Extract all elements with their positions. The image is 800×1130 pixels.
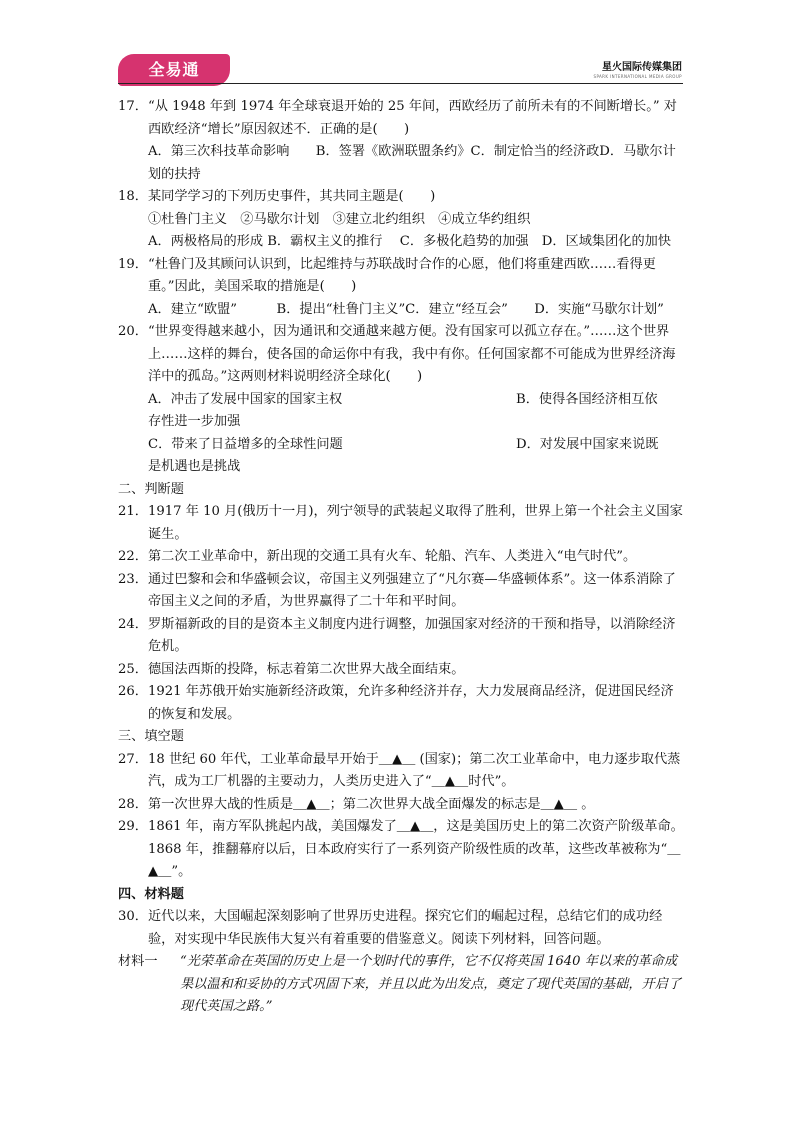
question-number: 28． — [118, 796, 148, 812]
question-number: 22． — [118, 549, 148, 564]
fill-item — [118, 749, 686, 794]
question-30 — [118, 906, 686, 951]
question-number: 30． — [118, 909, 148, 924]
question-text: 18 世纪 60 年代，工业革命最早开始于＿▲＿ (国家)；第二次工业革命中，电力逐步取代蒸汽，成为工厂机器的主要动力，人类历史进入了“＿▲＿时代”。 — [148, 751, 681, 789]
question-text: 德国法西斯的投降，标志着第二次世界大战全面结束。 — [148, 661, 465, 677]
option-a: A．冲击了发展中国家的国家主权 — [148, 391, 343, 407]
question-20 — [118, 321, 686, 479]
question-number: 25． — [118, 661, 148, 677]
judge-item — [118, 659, 686, 682]
question-stem: 近代以来，大国崛起深刻影响了世界历史进程。探究它们的崛起过程，总结它们的成功经验，对实现中华民族伟大复兴有着重要的借鉴意义。阅读下列材料，回答问题。 — [148, 909, 663, 947]
publisher-brand — [594, 62, 682, 80]
option-d-cont: 是机遇也是挑战 — [148, 459, 241, 474]
question-text: 1861 年，南方军队挑起内战，美国爆发了＿▲＿，这是美国历史上的第二次资产阶级革命。1868 年，推翻幕府以后，日本政府实行了一系列资产阶级性质的改革，这些改革被称为“＿▲＿”。 — [148, 819, 684, 879]
judge-item — [118, 546, 686, 569]
question-stem: “从 1948 年到 1974 年全球衰退开始的 25 年间，西欧经历了前所未有的不间断增长。” 对西欧经济“增长”原因叙述不．正确的是( ) — [148, 99, 677, 137]
header-rule — [118, 83, 683, 84]
question-items: ①杜鲁门主义 ②马歇尔计划 ③建立北约组织 ④成立华约组织 — [148, 211, 531, 227]
question-options: A．两极格局的形成 B．霸权主义的推行 C．多极化趋势的加强 D．区域集团化的加快 — [148, 234, 672, 249]
section-material-title — [118, 884, 686, 907]
fill-list — [118, 749, 686, 884]
question-18 — [118, 186, 686, 254]
option-b: B．使得各国经济相互依 — [516, 391, 658, 407]
question-options: A．第三次科技革命影响 B．签署《欧洲联盟条约》C．制定恰当的经济政D．马歇尔计划的扶持 — [148, 144, 676, 182]
judge-item — [118, 501, 686, 546]
question-number: 27． — [118, 751, 148, 767]
section-fill-title: 三、填空题 — [118, 729, 184, 744]
section-judge-title: 二、判断题 — [118, 481, 184, 497]
question-text: 第二次工业革命中，新出现的交通工具有火车、轮船、汽车、人类进入“电气时代”。 — [148, 549, 637, 564]
material-label: 材料一 — [118, 954, 158, 969]
option-row — [148, 434, 686, 457]
option-b-cont: 存性进一步加强 — [148, 414, 241, 429]
option-c: C．带来了日益增多的全球性问题 — [148, 436, 343, 452]
question-text: 1917 年 10 月(俄历十一月)，列宁领导的武装起义取得了胜利，世界上第一个社会主义国家诞生。 — [148, 504, 683, 542]
question-text: 罗斯福新政的目的是资本主义制度内进行调整，加强国家对经济的干预和指导，以消除经济危机。 — [148, 616, 676, 654]
question-19 — [118, 254, 686, 322]
question-number: 23． — [118, 571, 148, 587]
question-number: 29． — [118, 819, 148, 834]
option-row — [148, 389, 686, 412]
question-number: 20． — [118, 324, 148, 339]
publisher-name-en: SPARK INTERNATIONAL MEDIA GROUP — [593, 74, 682, 79]
judge-list — [118, 501, 686, 726]
question-text: 1921 年苏俄开始实施新经济政策，允许多种经济并存，大力发展商品经济，促进国民经济的恢复和发展。 — [148, 684, 674, 722]
question-text: 第一次世界大战的性质是＿▲＿；第二次世界大战全面爆发的标志是＿▲＿ 。 — [148, 796, 595, 812]
fill-item — [118, 794, 686, 817]
question-text: 通过巴黎和会和华盛顿会议，帝国主义列强建立了“凡尔赛—华盛顿体系”。这一体系消除了帝国主义之间的矛盾，为世界赢得了二十年和平时间。 — [148, 571, 676, 609]
material-text: “光荣革命在英国的历史上是一个划时代的事件，它不仅将英国 1640 年以来的革命成果以温和和妥协的方式巩固下来，并且以此为出发点，奠定了现代英国的基础，开启了现代英国之路。” — [180, 954, 682, 1014]
page-header — [0, 0, 800, 92]
question-number: 19． — [118, 256, 148, 272]
question-stem: 某同学学习的下列历史事件，其共同主题是( ) — [148, 189, 436, 204]
question-stem: “杜鲁门及其顾问认识到，比起维持与苏联战时合作的心愿，他们将重建西欧……看得更重。”因此，美国采取的措施是( ) — [148, 256, 656, 294]
publisher-name: 星火国际传媒集团 — [602, 62, 682, 73]
judge-item — [118, 569, 686, 614]
logo: 全易通 — [118, 54, 230, 86]
question-number: 24． — [118, 616, 148, 632]
question-stem: “世界变得越来越小，因为通讯和交通越来越方便。没有国家可以孤立存在。”……这个世界上……这样的舞台，使各国的命运你中有我，我中有你。任何国家都不可能成为世界经济海洋中的孤岛。”这两则材料说明经济全球化( ) — [148, 324, 676, 384]
question-number: 18． — [118, 189, 148, 204]
section-material-label: 四、材料题 — [118, 886, 184, 902]
question-options: A．建立“欧盟” B．提出“杜鲁门主义”C．建立“经互会” D．实施“马歇尔计划” — [148, 301, 664, 317]
question-number: 21． — [118, 504, 148, 519]
option-d: D．对发展中国家来说既 — [516, 436, 659, 452]
question-17 — [118, 96, 686, 186]
question-number: 17． — [118, 99, 148, 114]
question-number: 26． — [118, 684, 148, 699]
material-one — [118, 951, 686, 1019]
judge-item — [118, 614, 686, 659]
judge-item — [118, 681, 686, 726]
fill-item — [118, 816, 686, 884]
document-body — [118, 96, 686, 1019]
